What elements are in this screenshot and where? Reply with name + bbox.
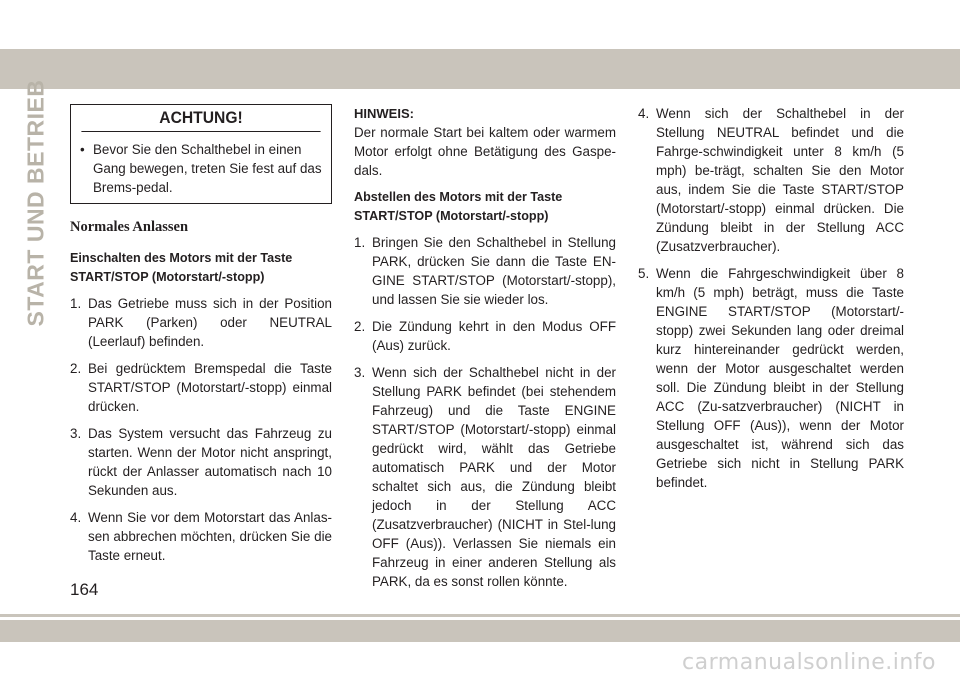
page-number: 164: [70, 580, 99, 599]
step-text: Das System versucht das Fahrzeug zu starten. Wenn der Motor nicht anspringt, rückt der Anlasser automatisch nach 10 Sekunden aus.: [88, 426, 332, 498]
step-number: 4.: [70, 510, 82, 525]
step-number: 3.: [70, 426, 82, 441]
list-item: [70, 294, 332, 351]
step-number: 1.: [70, 296, 82, 311]
column-middle: [354, 104, 616, 599]
note-text: Der normale Start bei kaltem oder warmem Motor erfolgt ohne Betätigung des Gaspe-dals.: [354, 125, 616, 178]
section-heading-normal-start: Normales Anlassen: [70, 219, 189, 235]
step-text: Wenn sich der Schalthebel in der Stellung NEUTRAL befindet und die Fahrge-schwindigkeit unter 8 km/h (5 mph) be-trägt, schalten Sie den Motor aus, indem Sie die Taste START/STOP (Motorstart/-stopp) einmal drücken. Die Zündung bleibt in der Stellung ACC (Zusatzverbraucher).: [656, 106, 904, 254]
warning-title: ACHTUNG!: [81, 105, 320, 132]
header-band: [0, 0, 960, 86]
list-item: [638, 264, 904, 492]
step-text: Wenn sich der Schalthebel nicht in der Stellung PARK befindet (bei stehendem Fahrzeug) und die Taste ENGINE START/STOP (Motorstart/-stopp) einmal gedrückt wird, wählt das Getriebe automatisch PARK und der Motor schaltet sich aus, die Zündung bleibt jedoch in der Stellung ACC (Zusatzverbraucher) (NICHT in Stel-lung OFF (Aus)). Verlassen Sie niemals ein Fahrzeug in einer anderen Stellung als PARK, da es sonst rollen könnte.: [372, 365, 616, 589]
list-item: [354, 363, 616, 591]
step-number: 3.: [354, 365, 366, 380]
subheading-start-engine: Einschalten des Motors mit der Taste START/STOP (Motorstart/-stopp): [70, 251, 293, 284]
step-number: 2.: [354, 319, 366, 334]
header-bar: [0, 49, 960, 86]
list-item: [70, 359, 332, 416]
step-text: Bringen Sie den Schalthebel in Stellung PARK, drücken Sie dann die Taste EN-GINE START/STOP (Motorstart/-stopp), und lassen Sie sie wieder los.: [372, 235, 616, 307]
watermark: carmanualsonline.info: [682, 650, 936, 675]
list-item: [354, 233, 616, 309]
step-text: Bei gedrücktem Bremspedal die Taste START/STOP (Motorstart/-stopp) einmal drücken.: [88, 361, 332, 414]
list-item: [354, 317, 616, 355]
footer-rule: [0, 614, 960, 617]
footer-bar: [0, 620, 960, 642]
step-text: Wenn die Fahrgeschwindigkeit über 8 km/h (5 mph) beträgt, muss die Taste ENGINE START/STOP (Motorstart/-stopp) zwei Sekunden lang oder dreimal kurz hintereinander gedrückt werden, wenn der Motor ausgeschaltet werden soll. Die Zündung bleibt in der Stellung ACC (Zu-satzverbraucher) (NICHT in Stellung OFF (Aus)), wenn der Motor ausgeschaltet ist, während sich das Getriebe sich nicht in Stellung PARK befindet.: [656, 266, 904, 490]
column-left: [70, 104, 332, 573]
chapter-side-title-text: START UND BETRIEB: [22, 79, 49, 327]
list-item: [638, 104, 904, 256]
step-number: 2.: [70, 361, 82, 376]
column-right: [638, 104, 904, 500]
list-item: [70, 424, 332, 500]
chapter-side-title: [13, 79, 59, 327]
subheading-stop-engine: Abstellen des Motors mit der Taste START/STOP (Motorstart/-stopp): [354, 190, 563, 223]
warning-body: [71, 132, 331, 203]
list-item: [70, 508, 332, 565]
warning-text: Bevor Sie den Schalthebel in einen Gang bewegen, treten Sie fest auf das Brems-pedal.: [93, 142, 322, 195]
step-number: 4.: [638, 106, 650, 121]
note-label: HINWEIS:: [354, 106, 414, 121]
warning-bullet: •: [80, 142, 85, 157]
step-text: Wenn Sie vor dem Motorstart das Anlas-sen abbrechen möchten, drücken Sie die Taste erneut.: [88, 510, 332, 563]
step-text: Das Getriebe muss sich in der Position PARK (Parken) oder NEUTRAL (Leerlauf) befinden.: [88, 296, 332, 349]
header-rule: [0, 86, 960, 89]
step-text: Die Zündung kehrt in den Modus OFF (Aus) zurück.: [372, 319, 616, 353]
step-number: 1.: [354, 235, 366, 250]
step-number: 5.: [638, 266, 650, 281]
warning-box: [70, 104, 332, 204]
